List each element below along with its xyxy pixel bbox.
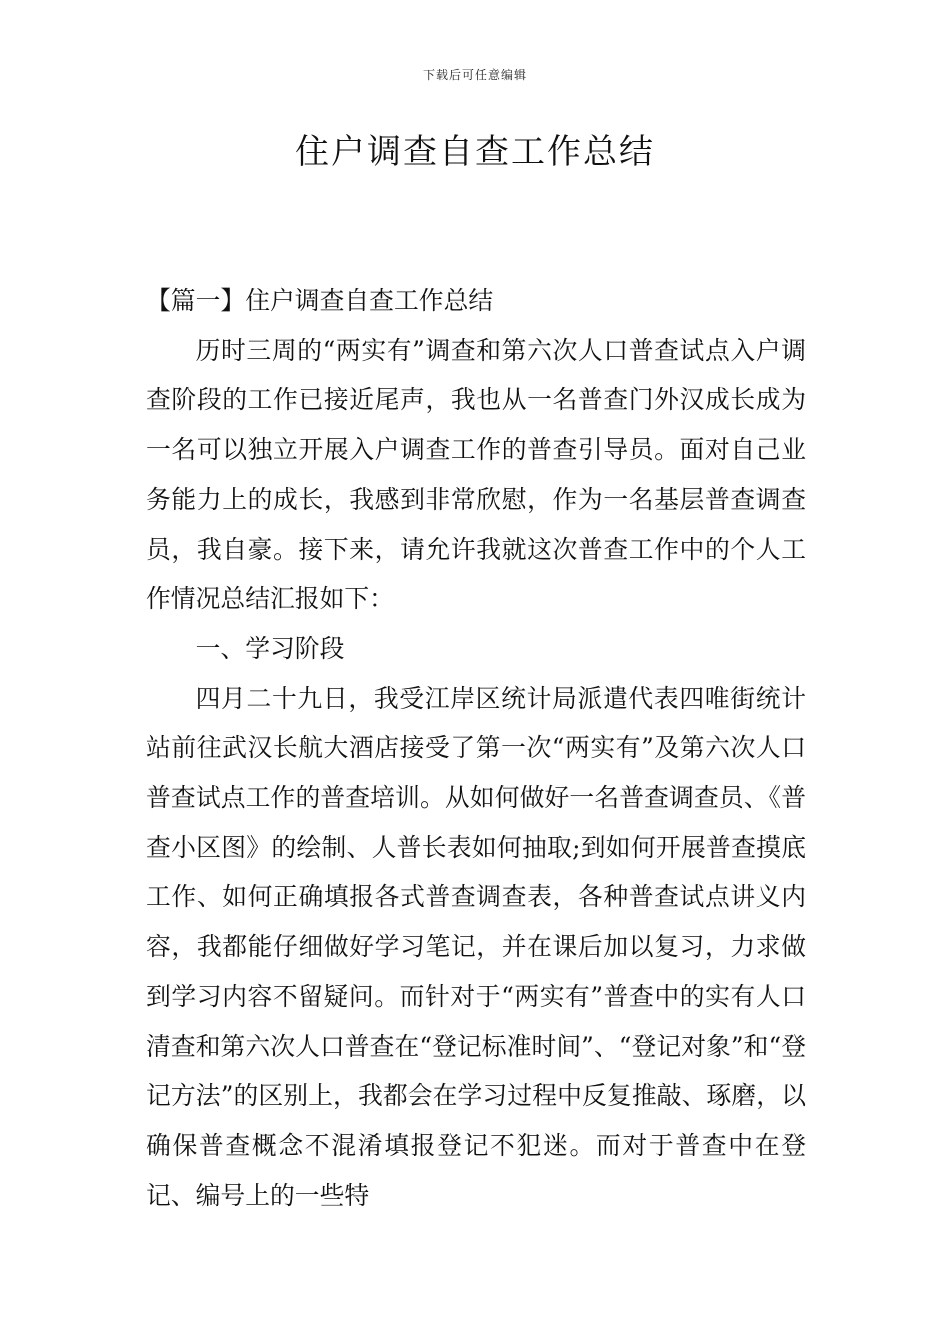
paragraph-study-phase: 四月二十九日，我受江岸区统计局派遣代表四唯街统计站前往武汉长航大酒店接受了第一次“两实有”及第六次人口普查试点工作的普查培训。从如何做好一名普查调查员、《普查小区图》的绘制、人普长表如何抽取;到如何开展普查摸底工作、如何正确填报各式普查调查表，各种普查试点讲义内容，我都能仔细做好学习笔记，并在课后加以复习，力求做到学习内容不留疑问。而针对于“两实有”普查中的实有人口清查和第六次人口普查在“登记标准时间”、“登记对象”和“登记方法”的区别上，我都会在学习过程中反复推敲、琢磨，以确保普查概念不混淆填报登记不犯迷。而对于普查中在登记、编号上的一些特 [146, 683, 806, 1210]
paragraph-intro: 历时三周的“两实有”调查和第六次人口普查试点入户调查阶段的工作已接近尾声，我也从一名普查门外汉成长成为一名可以独立开展入户调查工作的普查引导员。面对自己业务能力上的成长，我感到非常欣慰，作为一名基层普查调查员，我自豪。接下来，请允许我就这次普查工作中的个人工作情况总结汇报如下： [146, 335, 806, 614]
section-heading: 【篇一】住户调查自查工作总结 [146, 286, 494, 315]
subsection-heading-study-phase: 一、学习阶段 [195, 633, 345, 663]
document-body [146, 276, 806, 1220]
document-title: 住户调查自查工作总结 [295, 132, 655, 172]
page-header-note: 下载后可任意编辑 [422, 68, 527, 82]
